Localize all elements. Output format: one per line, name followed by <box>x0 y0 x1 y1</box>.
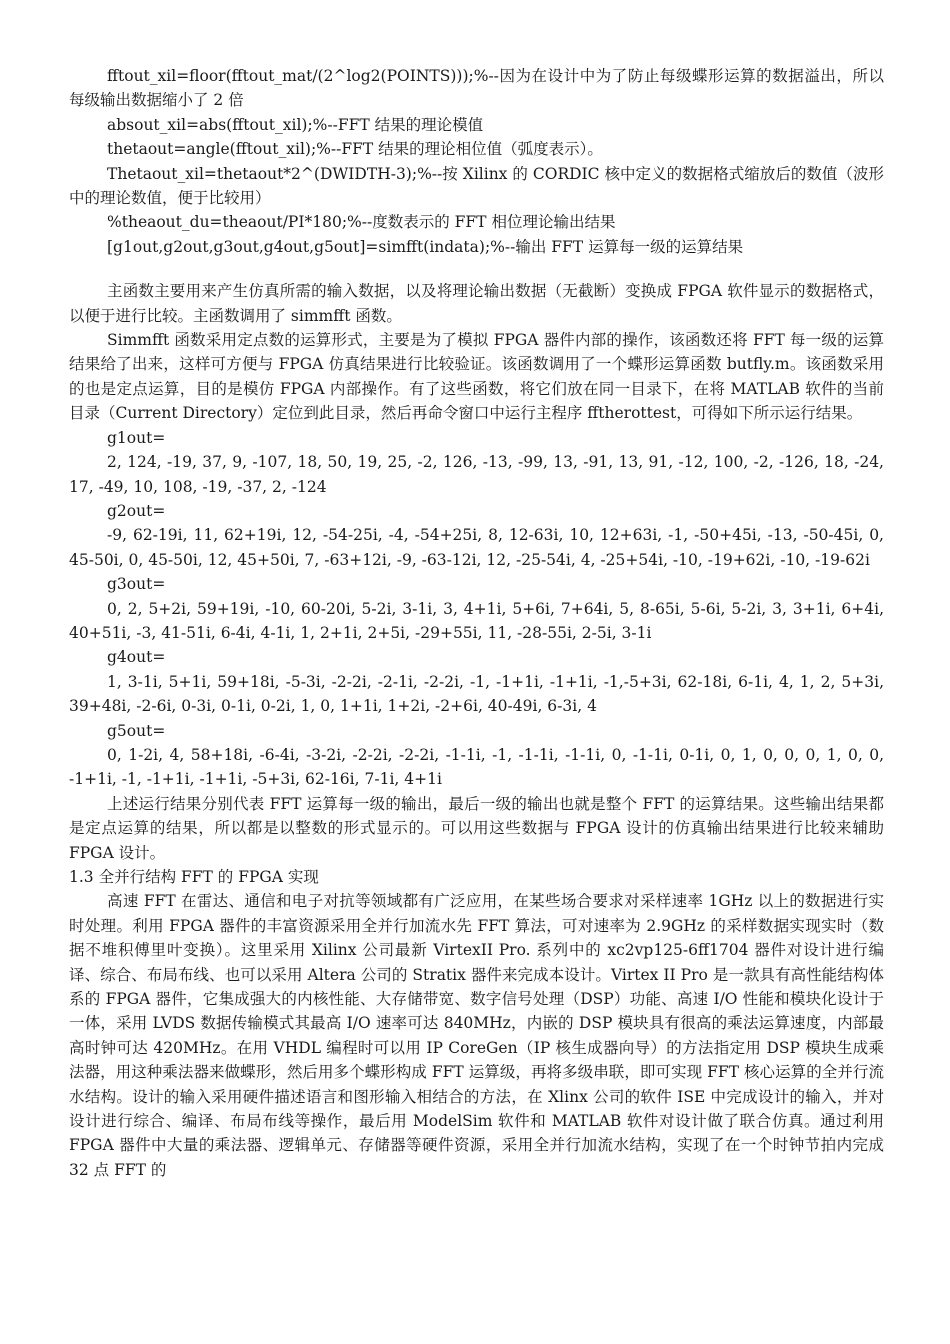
code-line: thetaout=angle(fftout_xil);%--FFT 结果的理论相位值（弧度表示）。 <box>107 140 603 159</box>
output-label-g2: g2out= <box>107 501 166 520</box>
code-line: fftout_xil=floor(fftout_mat/(2^log2(POINTS)));%--因为在设计中为了防止每级蝶形运算的数据溢出，所以每级输出数据缩小了 2 倍 <box>69 67 884 110</box>
output-values-g1: 2, 124, -19, 37, 9, -107, 18, 50, 19, 25, -2, 126, -13, -99, 13, -91, 13, 91, -12, 100, -2, -126, 18, -24, 17, -49, 10, 108, -19, -37, 2, -124 <box>69 453 884 496</box>
code-line: Thetaout_xil=thetaout*2^(DWIDTH-3);%--按 Xilinx 的 CORDIC 核中定义的数据格式缩放后的数值（波形中的理论数值，便于比较用） <box>69 164 884 208</box>
output-label-g5: g5out= <box>107 721 166 740</box>
output-label-g3: g3out= <box>107 575 166 594</box>
output-label-g1: g1out= <box>107 428 166 447</box>
output-values-g5: 0, 1-2i, 4, 58+18i, -6-4i, -3-2i, -2-2i, -2-2i, -1-1i, -1, -1-1i, -1-1i, 0, -1-1i, 0-1i, 0, 1, 0, 0, 0, 1, 0, 0, -1+1i, -1, -1+1i, -1+1i, -5+3i, 62-16i, 7-1i, 4+1i <box>69 745 884 789</box>
document-page <box>69 64 884 1182</box>
code-line: [g1out,g2out,g3out,g4out,g5out]=simfft(indata);%--输出 FFT 运算每一级的运算结果 <box>107 237 744 256</box>
section-heading: 1.3 全并行结构 FFT 的 FPGA 实现 <box>69 868 319 886</box>
output-values-g3: 0, 2, 5+2i, 59+19i, -10, 60-20i, 5-2i, 3-1i, 3, 4+1i, 5+6i, 7+64i, 5, 8-65i, 5-6i, 5-2i, 3, 3+1i, 6+4i, 40+51i, -3, 41-51i, 6-4i, 4-1i, 1, 2+1i, 2+5i, -29+55i, 11, -28-55i, 2-5i, 3-1i <box>69 599 884 642</box>
code-line: absout_xil=abs(fftout_xil);%--FFT 结果的理论模值 <box>107 115 484 134</box>
output-values-g4: 1, 3-1i, 5+1i, 59+18i, -5-3i, -2-2i, -2-1i, -2-2i, -1, -1+1i, -1+1i, -1,-5+3i, 62-18i, 6-1i, 4, 1, 2, 5+3i, 39+48i, -2-6i, 0-3i, 0-1i, 0-2i, 1, 0, 1+1i, 1+2i, -2+6i, 40-49i, 6-3i, 4 <box>69 672 884 716</box>
paragraph-fpga-implementation: 高速 FFT 在雷达、通信和电子对抗等领域都有广泛应用，在某些场合要求对采样速率 1GHz 以上的数据进行实时处理。利用 FPGA 器件的丰富资源采用全并行加流水先 FFT 算法，可对速率为 2.9GHz 的采样数据实现实时（数据不堆积傅里叶变换）。这里采用 Xilinx 公司最新 VirtexII Pro. 系列中的 xc2vp125-6ff1704 器件对设计进行编译、综合、布局布线、也可以采用 Altera 公司的 Stratix 器件来完成本设计。Virtex II Pro 是一款具有高性能结构体系的 FPGA 器件，它集成强大的内核性能、大存储带宽、数字信号处理（DSP）功能、高速 I/O 性能和模块化设计于一体，采用 LVDS 数据传输模式其最高 I/O 速率可达 840MHz，内嵌的 DSP 模块具有很高的乘法运算速度，内部最高时钟可达 420MHz。在用 VHDL 编程时可以用 IP CoreGen（IP 核生成器向导）的方法指定用 DSP 模块生成乘法器，用这种乘法器来做蝶形，然后用多个蝶形构成 FFT 运算级，再将多级串联，即可实现 FFT 核心运算的全并行流水结构。设计的输入采用硬件描述语言和图形输入相结合的方法，在 Xlinx 公司的软件 ISE 中完成设计的输入，并对设计进行综合、编译、布局布线等操作，最后用 ModelSim 软件和 MATLAB 软件对设计做了联合仿真。通过利用 FPGA 器件中大量的乘法器、逻辑单元、存储器等硬件资源，采用全并行加流水结构，实现了在一个时钟节拍内完成 32 点 FFT 的 <box>69 892 884 1179</box>
blank-line <box>69 259 884 279</box>
code-line: %theaout_du=theaout/PI*180;%--度数表示的 FFT 相位理论输出结果 <box>107 213 616 232</box>
paragraph-results-summary: 上述运行结果分别代表 FFT 运算每一级的输出，最后一级的输出也就是整个 FFT 的运算结果。这些输出结果都是定点运算的结果，所以都是以整数的形式显示的。可以用这些数据与 FPGA 设计的仿真输出结果进行比较来辅助 FPGA 设计。 <box>69 794 884 862</box>
output-label-g4: g4out= <box>107 648 166 667</box>
paragraph-simmfft: Simmfft 函数采用定点数的运算形式，主要是为了模拟 FPGA 器件内部的操作，该函数还将 FFT 每一级的运算结果给了出来，这样可方便与 FPGA 仿真结果进行比较验证。该函数调用了一个蝶形运算函数 butfly.m。该函数采用的也是定点运算，目的是模仿 FPGA 内部操作。有了这些函数，将它们放在同一目录下，在将 MATLAB 软件的当前目录（Current Directory）定位到此目录，然后再命令窗口中运行主程序 fftherottest，可得如下所示运行结果。 <box>69 331 884 423</box>
paragraph-main-function: 主函数主要用来产生仿真所需的输入数据，以及将理论输出数据（无截断）变换成 FPGA 软件显示的数据格式，以便于进行比较。主函数调用了 simmfft 函数。 <box>69 282 884 325</box>
output-values-g2: -9, 62-19i, 11, 62+19i, 12, -54-25i, -4, -54+25i, 8, 12-63i, 10, 12+63i, -1, -50+45i, -13, -50-45i, 0, 45-50i, 0, 45-50i, 12, 45+50i, 7, -63+12i, -9, -63-12i, 12, -25-54i, 4, -25+54i, -10, -19+62i, -10, -19-62i <box>69 526 884 569</box>
